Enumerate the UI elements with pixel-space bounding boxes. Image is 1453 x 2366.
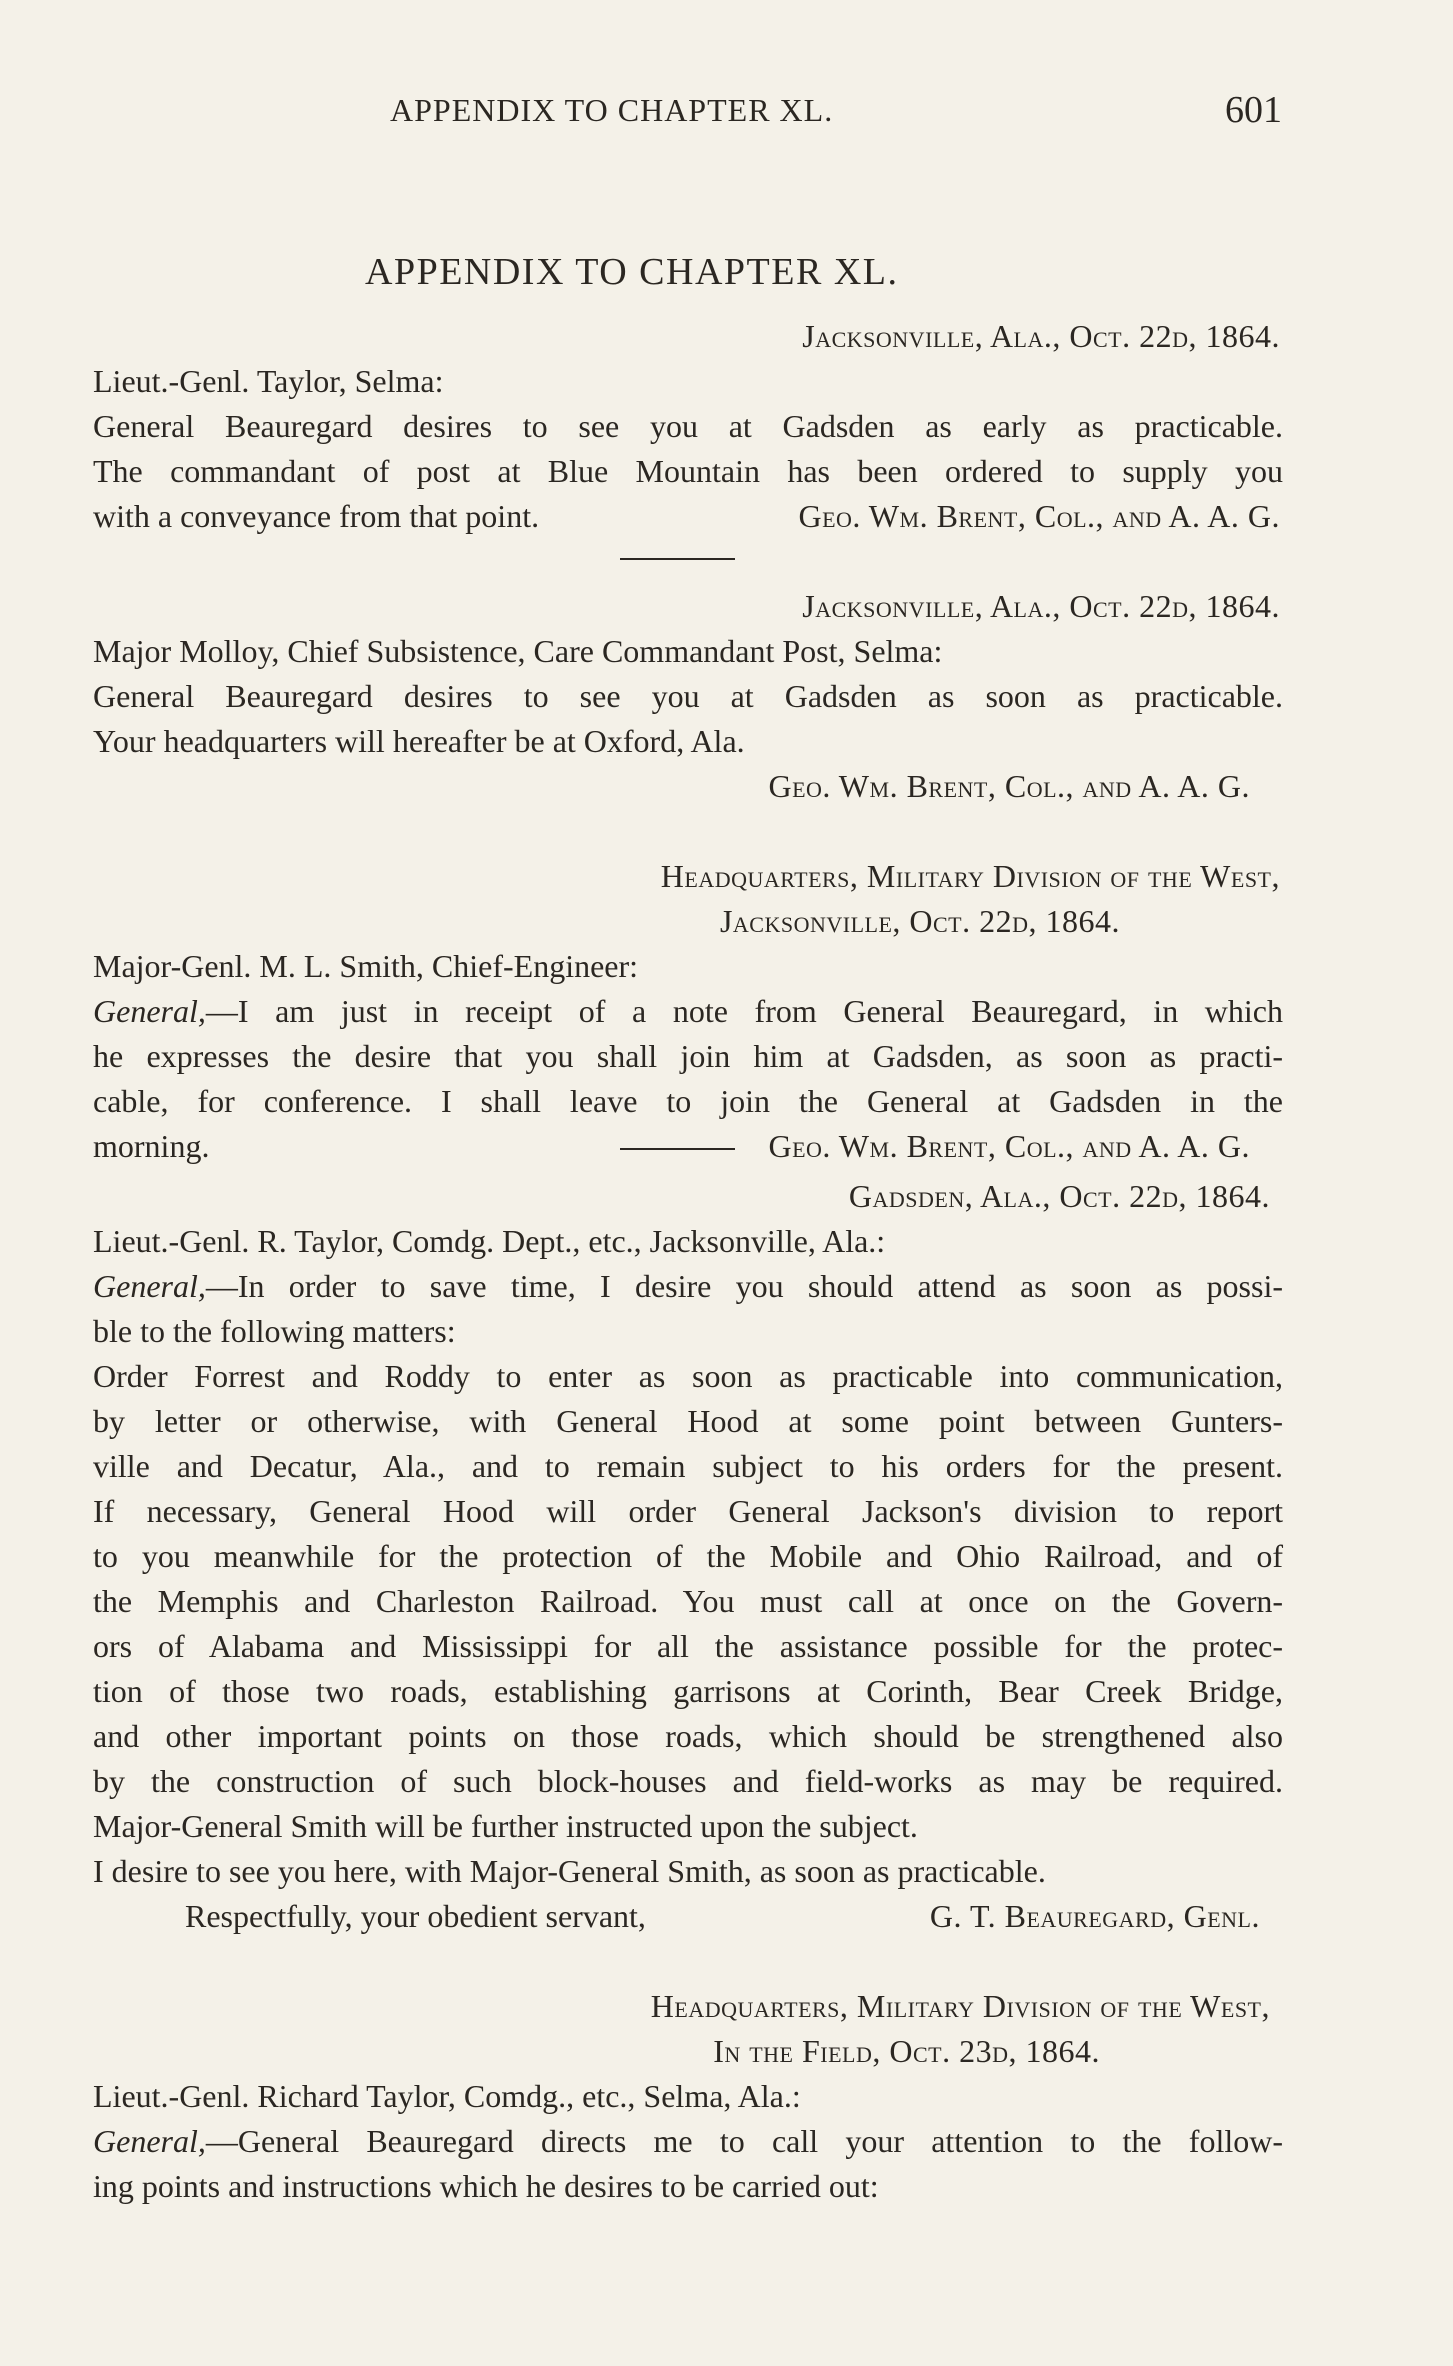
letter3-line-1 bbox=[93, 993, 1283, 1029]
letter4-line-1 bbox=[93, 1268, 1283, 1304]
letter4-signature: G. T. Beauregard, Genl. bbox=[929, 1898, 1260, 1934]
letter4-line-2: ble to the following matters: bbox=[93, 1313, 456, 1349]
letter1-line-1: General Beauregard desires to see you at Gadsden as early as practicable. bbox=[93, 408, 1283, 444]
page-number: 601 bbox=[1225, 89, 1282, 131]
letter4-line-14: I desire to see you here, with Major-General Smith, as soon as practicable. bbox=[93, 1853, 1046, 1889]
letter1-dateline: Jacksonville, Ala., Oct. 22d, 1864. bbox=[802, 318, 1280, 354]
letter4-line-6: If necessary, General Hood will order General Jackson's division to report bbox=[93, 1493, 1283, 1529]
separator-rule bbox=[620, 558, 735, 560]
letter3-line-1-text: —I am just in receipt of a note from General Beauregard, in which bbox=[205, 993, 1283, 1029]
letter5-line-1 bbox=[93, 2123, 1283, 2159]
letter2-dateline: Jacksonville, Ala., Oct. 22d, 1864. bbox=[802, 588, 1280, 624]
letter2-line-2: Your headquarters will hereafter be at Oxford, Ala. bbox=[93, 723, 745, 759]
letter3-salutation: General, bbox=[93, 993, 206, 1029]
letter3-signature: Geo. Wm. Brent, Col., and A. A. G. bbox=[768, 1128, 1250, 1164]
letter4-line-5: ville and Decatur, Ala., and to remain subject to his orders for the present. bbox=[93, 1448, 1283, 1484]
letter5-line-2: ing points and instructions which he desires to be carried out: bbox=[93, 2168, 879, 2204]
separator-rule bbox=[620, 1148, 735, 1150]
letter4-line-13: Major-General Smith will be further instructed upon the subject. bbox=[93, 1808, 918, 1844]
letter4-line-12: by the construction of such block-houses and field-works as may be required. bbox=[93, 1763, 1283, 1799]
letter2-signature: Geo. Wm. Brent, Col., and A. A. G. bbox=[768, 768, 1250, 804]
letter4-line-9: ors of Alabama and Mississippi for all the assistance possible for the protec- bbox=[93, 1628, 1283, 1664]
letter2-address: Major Molloy, Chief Subsistence, Care Commandant Post, Selma: bbox=[93, 633, 943, 669]
letter4-line-10: tion of those two roads, establishing garrisons at Corinth, Bear Creek Bridge, bbox=[93, 1673, 1283, 1709]
letter4-salutation: General, bbox=[93, 1268, 206, 1304]
letter4-dateline: Gadsden, Ala., Oct. 22d, 1864. bbox=[848, 1178, 1270, 1214]
letter3-dateline: Jacksonville, Oct. 22d, 1864. bbox=[719, 903, 1120, 939]
running-head: APPENDIX TO CHAPTER XL. bbox=[390, 92, 834, 128]
letter1-address: Lieut.-Genl. Taylor, Selma: bbox=[93, 363, 444, 399]
letter4-line-8: the Memphis and Charleston Railroad. You must call at once on the Govern- bbox=[93, 1583, 1283, 1619]
letter4-line-11: and other important points on those roads, which should be strengthened also bbox=[93, 1718, 1283, 1754]
letter3-address: Major-Genl. M. L. Smith, Chief-Engineer: bbox=[93, 948, 639, 984]
chapter-title: APPENDIX TO CHAPTER XL. bbox=[365, 251, 899, 293]
letter4-line-4: by letter or otherwise, with General Hood at some point between Gunters- bbox=[93, 1403, 1283, 1439]
letter5-heading: Headquarters, Military Division of the West, bbox=[650, 1988, 1270, 2024]
letter3-line-4: morning. bbox=[93, 1128, 210, 1164]
letter1-line-3: with a conveyance from that point. bbox=[93, 498, 540, 534]
letter5-salutation: General, bbox=[93, 2123, 206, 2159]
letter4-line-7: to you meanwhile for the protection of the Mobile and Ohio Railroad, and of bbox=[93, 1538, 1283, 1574]
letter4-address: Lieut.-Genl. R. Taylor, Comdg. Dept., etc., Jacksonville, Ala.: bbox=[93, 1223, 886, 1259]
letter4-line-3: Order Forrest and Roddy to enter as soon as practicable into communication, bbox=[93, 1358, 1283, 1394]
letter1-signature: Geo. Wm. Brent, Col., and A. A. G. bbox=[798, 498, 1280, 534]
letter3-heading: Headquarters, Military Division of the West, bbox=[660, 858, 1280, 894]
letter5-address: Lieut.-Genl. Richard Taylor, Comdg., etc., Selma, Ala.: bbox=[93, 2078, 801, 2114]
letter2-line-1: General Beauregard desires to see you at Gadsden as soon as practicable. bbox=[93, 678, 1283, 714]
letter5-dateline: In the Field, Oct. 23d, 1864. bbox=[713, 2033, 1100, 2069]
letter4-line-1-text: —In order to save time, I desire you should attend as soon as possi- bbox=[205, 1268, 1283, 1304]
letter5-line-1-text: —General Beauregard directs me to call your attention to the follow- bbox=[205, 2123, 1283, 2159]
letter4-closing: Respectfully, your obedient servant, bbox=[185, 1898, 646, 1934]
letter3-line-3: cable, for conference. I shall leave to join the General at Gadsden in the bbox=[93, 1083, 1283, 1119]
letter1-line-2: The commandant of post at Blue Mountain has been ordered to supply you bbox=[93, 453, 1283, 489]
letter3-line-2: he expresses the desire that you shall join him at Gadsden, as soon as practi- bbox=[93, 1038, 1283, 1074]
